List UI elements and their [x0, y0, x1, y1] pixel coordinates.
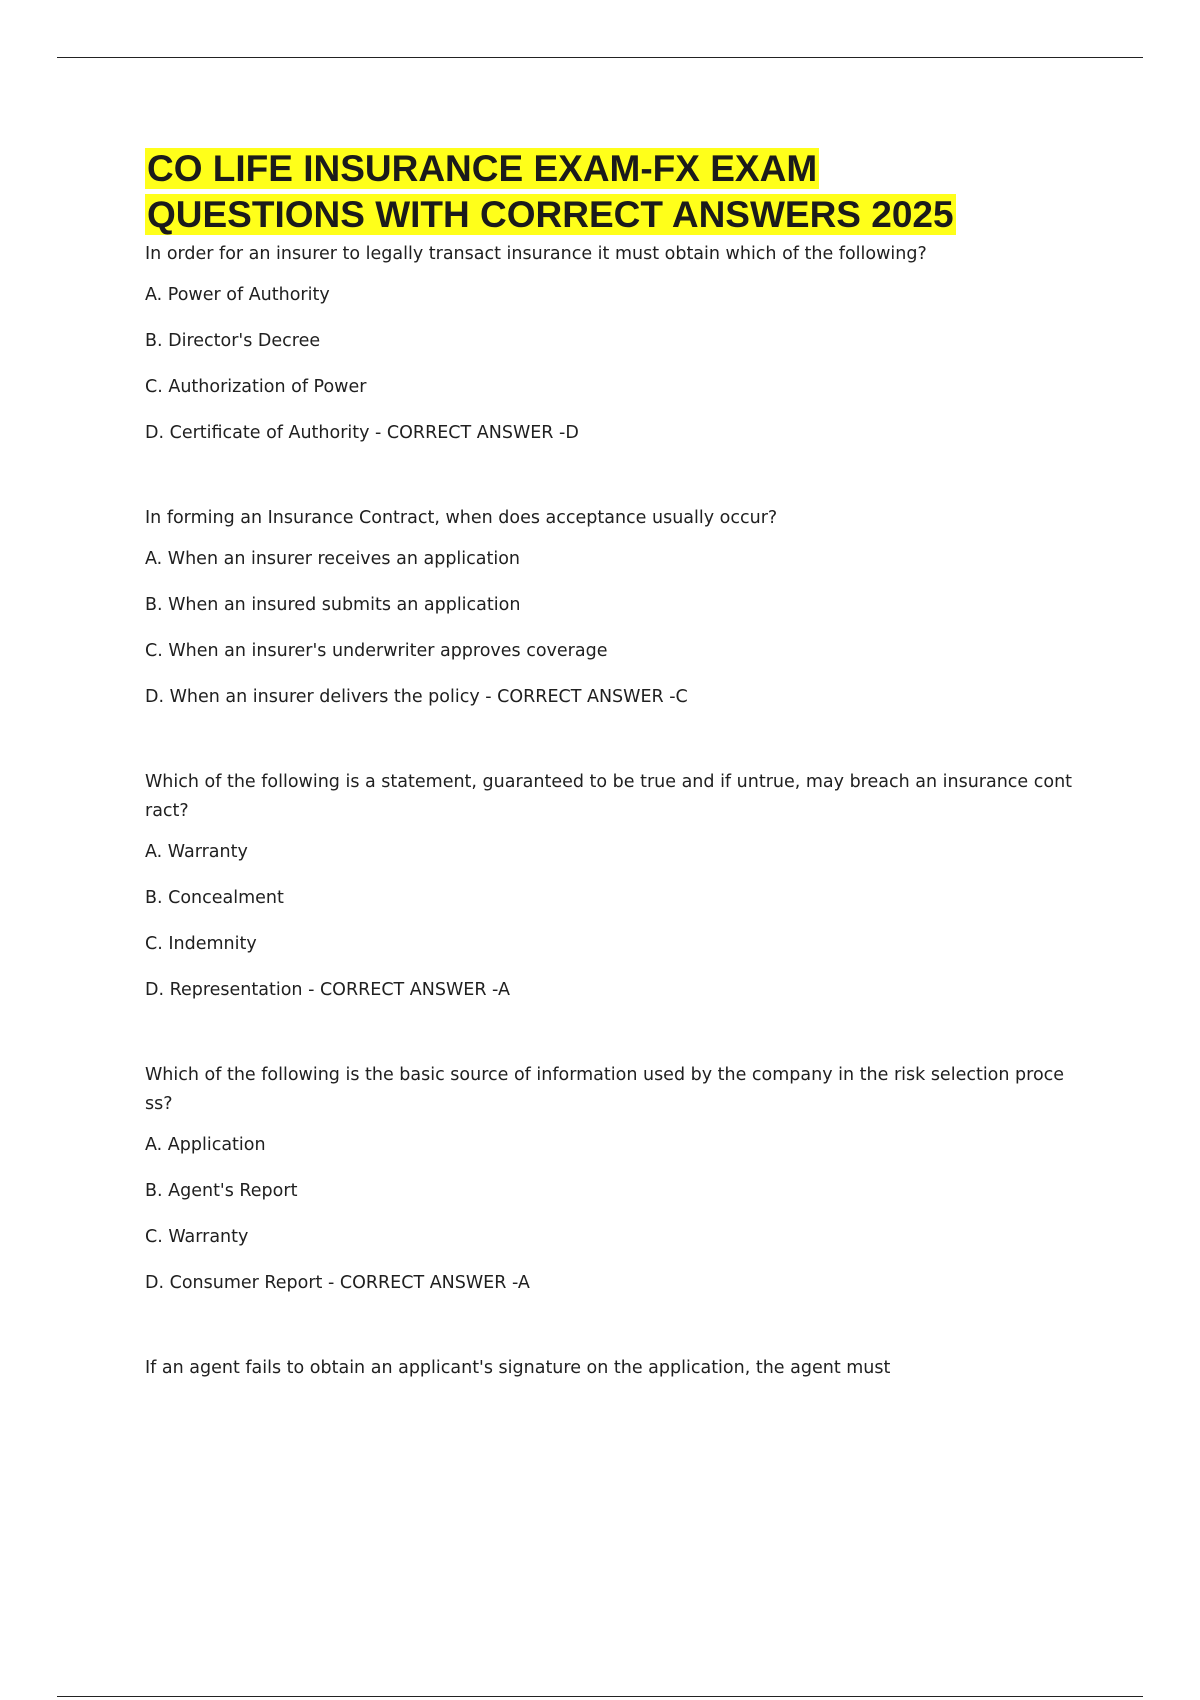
top-rule — [57, 57, 1143, 58]
answer-option: C. When an insurer's underwriter approves coverage — [145, 641, 608, 661]
question-block — [145, 768, 1095, 1005]
answer-option: B. Concealment — [145, 888, 284, 908]
answer-option-correct: D. Certificate of Authority - CORRECT ANSWER -D — [145, 423, 579, 443]
answer-option: B. Director's Decree — [145, 331, 321, 351]
title-line-1: CO LIFE INSURANCE EXAM-FX EXAM — [147, 148, 818, 189]
question-text — [145, 768, 1095, 826]
question-text: In forming an Insurance Contract, when does acceptance usually occur? — [145, 508, 778, 528]
question-text: If an agent fails to obtain an applicant's signature on the application, the agent must — [145, 1358, 891, 1378]
answer-option: B. Agent's Report — [145, 1181, 298, 1201]
question-text — [145, 1061, 1095, 1119]
question-text: In order for an insurer to legally transact insurance it must obtain which of the following? — [145, 244, 927, 264]
answer-option: C. Indemnity — [145, 934, 257, 954]
answer-option: A. Warranty — [145, 842, 248, 862]
document-body — [145, 146, 1095, 1395]
answer-option: A. Power of Authority — [145, 285, 330, 305]
answer-option: C. Authorization of Power — [145, 377, 367, 397]
document-title — [145, 146, 1095, 238]
answer-option: A. Application — [145, 1135, 266, 1155]
answer-option: A. When an insurer receives an application — [145, 549, 521, 569]
answer-option: C. Warranty — [145, 1227, 249, 1247]
question-line-1: Which of the following is the basic source of information used by the company in the risk selection proce — [145, 1065, 1065, 1085]
title-line-2: QUESTIONS WITH CORRECT ANSWERS 2025 — [147, 194, 954, 235]
answer-option-correct: D. Representation - CORRECT ANSWER -A — [145, 980, 510, 1000]
question-block — [145, 1061, 1095, 1298]
question-block — [145, 240, 1095, 448]
question-line-1: Which of the following is a statement, guaranteed to be true and if untrue, may breach an insurance cont — [145, 772, 1073, 792]
question-block — [145, 1354, 1095, 1383]
answer-option: B. When an insured submits an application — [145, 595, 521, 615]
question-line-2: ract? — [145, 801, 189, 821]
question-block — [145, 504, 1095, 712]
answer-option-correct: D. Consumer Report - CORRECT ANSWER -A — [145, 1273, 530, 1293]
question-line-2: ss? — [145, 1094, 173, 1114]
answer-option-correct: D. When an insurer delivers the policy - CORRECT ANSWER -C — [145, 687, 688, 707]
bottom-rule — [57, 1696, 1143, 1697]
